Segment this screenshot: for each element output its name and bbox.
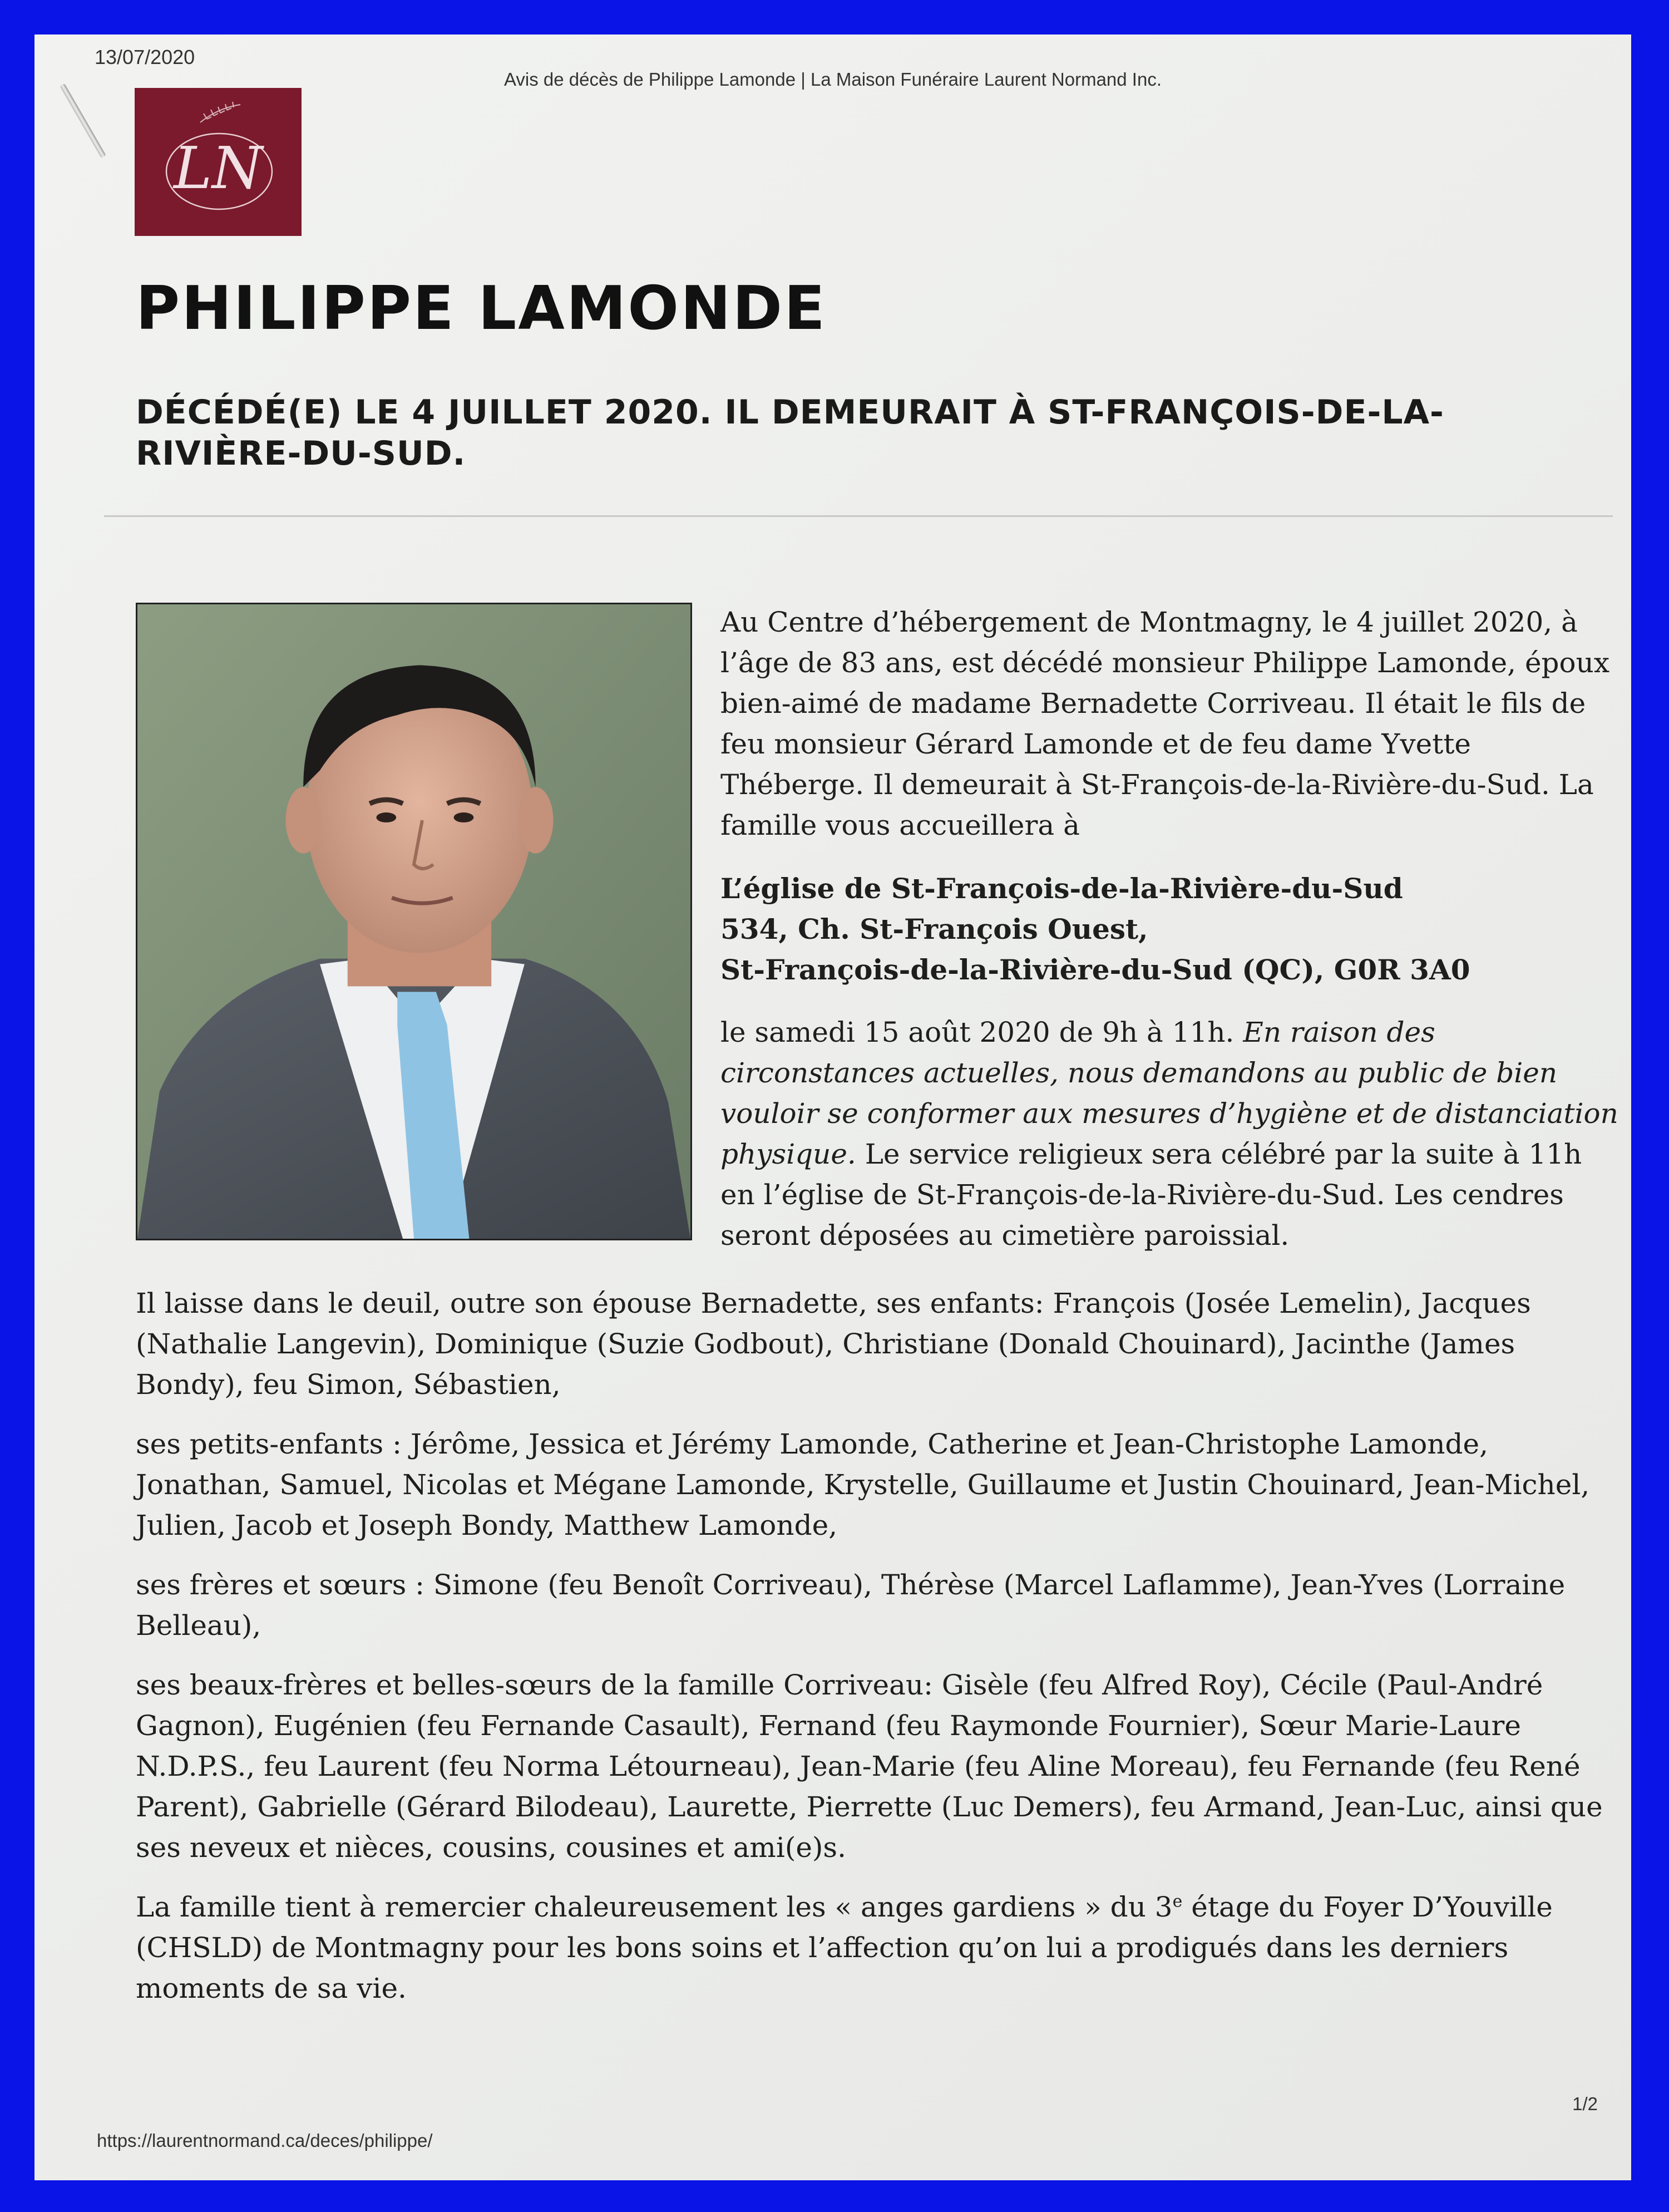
printed-page — [34, 35, 1631, 2180]
address-line-1: L’église de St-François-de-la-Rivière-du-Sud — [720, 872, 1403, 905]
print-page-title: Avis de décès de Philippe Lamonde | La Maison Funéraire Laurent Normand Inc. — [504, 69, 1162, 90]
thanks-superscript: e — [1172, 1891, 1183, 1912]
siblings-paragraph: ses frères et sœurs : Simone (feu Benoît Corriveau), Thérèse (Marcel Laflamme), Jean-Yves (Lorraine Belleau), — [136, 1569, 1566, 1642]
visitation-date: le samedi 15 août 2020 de 9h à 11h. — [720, 1016, 1235, 1048]
thanks-paragraph — [136, 1887, 1610, 2009]
paper-clip-mark — [60, 83, 106, 159]
funeral-home-logo — [135, 88, 302, 236]
intro-paragraph: Au Centre d’hébergement de Montmagny, le 4 juillet 2020, à l’âge de 83 ans, est décédé monsieur Philippe Lamonde, époux bien-aimé de madame Bernadette Corriveau. Il était le fils de feu monsieur Gérard Lamonde et de feu dame Yvette Théberge. Il demeurait à St-François-de-la-Rivière-du-Sud. La famille vous accueillera à — [720, 606, 1610, 841]
address-line-3: St-François-de-la-Rivière-du-Sud (QC), G0R 3A0 — [720, 953, 1470, 986]
print-date: 13/07/2020 — [95, 46, 195, 68]
address-line-2: 534, Ch. St-François Ouest, — [720, 913, 1148, 945]
announcement-column — [720, 602, 1622, 1278]
survivors-section — [136, 1283, 1610, 2028]
footer-url: https://laurentnormand.ca/deces/philippe/ — [97, 2130, 433, 2151]
visitation-address — [720, 868, 1622, 990]
service-details: Le service religieux sera célébré par la suite à 11h en l’église de St-François-de-la-Rivière-du-Sud. Les cendres seront déposées au cimetière paroissial. — [720, 1138, 1582, 1252]
thanks-text-end: étage du Foyer D’Youville (CHSLD) de Montmagny pour les bons soins et l’affection qu’on lui a prodigués dans les derniers moments de sa vie. — [136, 1891, 1553, 2004]
grandchildren-paragraph: ses petits-enfants : Jérôme, Jessica et Jérémy Lamonde, Catherine et Jean-Christophe Lamonde, Jonathan, Samuel, Nicolas et Mégane Lamonde, Krystelle, Guillaume et Justin Chouinard, Jean-Michel, Julien, Jacob et Joseph Bondy, Matthew Lamonde, — [136, 1428, 1590, 1541]
in-laws-paragraph: ses beaux-frères et belles-sœurs de la famille Corriveau: Gisèle (feu Alfred Roy), Cécile (Paul-André Gagnon), Eugénien (feu Fernande Casault), Fernand (feu Raymonde Fournier), Sœur Marie-Laure N.D.P.S., feu Laurent (feu Norma Létourneau), Jean-Marie (feu Aline Moreau), feu Fernande (feu René Parent), Gabrielle (Gérard Bilodeau), Laurette, Pierrette (Luc Demers), feu Armand, Jean-Luc, ainsi que ses neveux et nièces, cousins, cousines et ami(e)s. — [136, 1669, 1603, 1864]
visitation-paragraph — [720, 1012, 1622, 1256]
deceased-name: PHILIPPE LAMONDE — [136, 274, 827, 343]
children-paragraph: Il laisse dans le deuil, outre son épouse Bernadette, ses enfants: François (Josée Lemelin), Jacques (Nathalie Langevin), Dominique (Suzie Godbout), Christiane (Donald Chouinard), Jacinthe (James Bondy), feu Simon, Sébastien, — [136, 1287, 1531, 1401]
thanks-text-start: La famille tient à remercier chaleureusement les « anges gardiens » du 3 — [136, 1891, 1173, 1923]
death-subtitle: DÉCÉDÉ(E) LE 4 JUILLET 2020. IL DEMEURAIT À ST-FRANÇOIS-DE-LA-RIVIÈRE-DU-SUD. — [136, 393, 1444, 473]
health-notice: En raison des circonstances actuelles, nous demandons au public de bien vouloir se conformer aux mesures d’hygiène et de distanciation physique. — [720, 1016, 1618, 1170]
portrait-photo — [136, 603, 692, 1240]
section-divider — [104, 515, 1613, 517]
page-number: 1/2 — [1572, 2093, 1598, 2114]
svg-text:LN: LN — [173, 134, 263, 202]
